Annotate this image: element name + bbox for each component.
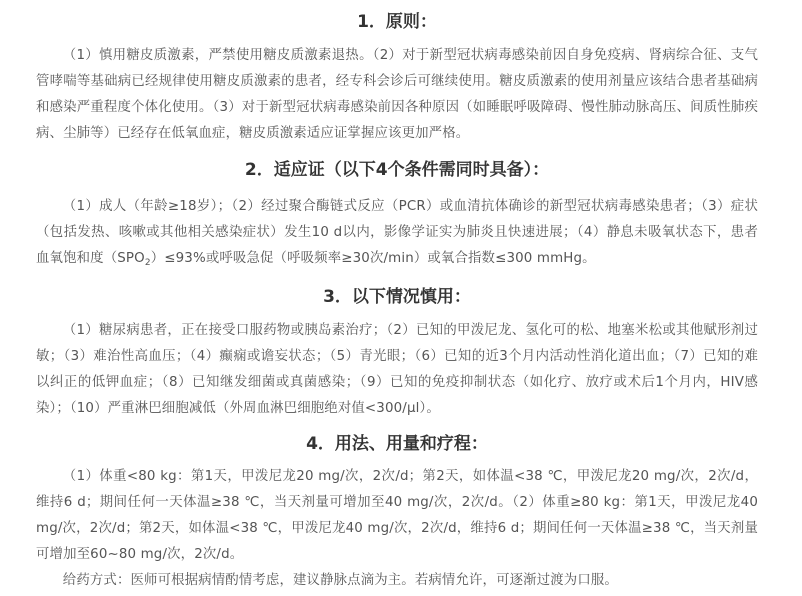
section-heading-cautions: 3．以下情况慎用： <box>323 287 471 307</box>
section-paragraph-indications <box>36 194 758 272</box>
indications-text-part1: （1）成人（年龄≥18岁）；（2）经过聚合酶链式反应（PCR）或血清抗体确诊的新型冠状病毒感染患者；（3）症状（包括发热、咳嗽或其他相关感染症状）发生10 d以内，影像学证实为肺炎且快速进展；（4）静息未吸氧状态下，患者血氧饱和度（SPO <box>36 199 758 266</box>
subscript-2: 2 <box>144 258 151 268</box>
section-paragraph-principles: （1）慎用糖皮质激素，严禁使用糖皮质激素退热。（2）对于新型冠状病毒感染前因自身免疫病、肾病综合征、支气管哮喘等基础病已经规律使用糖皮质激素的患者，经专科会诊后可继续使用。糖皮质激素的使用剂量应该结合患者基础病和感染严重程度个体化使用。（3）对于新型冠状病毒感染前因各种原因（如睡眠呼吸障碍、慢性肺动脉高压、间质性肺疾病、尘肺等）已经存在低氧血症，糖皮质激素适应证掌握应该更加严格。 <box>36 48 758 141</box>
section-heading-principles: 1．原则： <box>357 12 437 32</box>
section-paragraph-cautions: （1）糖尿病患者，正在接受口服药物或胰岛素治疗；（2）已知的甲泼尼龙、氢化可的松、地塞米松或其他赋形剂过敏；（3）难治性高血压；（4）癫痫或谵妄状态；（5）青光眼；（6）已知的近3个月内活动性消化道出血；（7）已知的难以纠正的低钾血症；（8）已知继发细菌或真菌感染；（9）已知的免疫抑制状态（如化疗、放疗或术后1个月内，HIV感染）；（10）严重淋巴细胞减低（外周血淋巴细胞绝对值<300/μl）。 <box>36 323 758 416</box>
section-heading-indications: 2．适应证（以下4个条件需同时具备）： <box>244 160 550 180</box>
section-heading-dosage: 4．用法、用量和疗程： <box>306 434 488 454</box>
section-paragraph-dosage: （1）体重<80 kg：第1天，甲泼尼龙20 mg/次，2次/d；第2天，如体温<38 ℃，甲泼尼龙20 mg/次，2次/d，维持6 d；期间任何一天体温≥38 ℃，当天剂量可增加至40 mg/次，2次/d。（2）体重≥80 kg：第1天，甲泼尼龙40 mg/次，2次/d；第2天，如体温<38 ℃，甲泼尼龙40 mg/次，2次/d，维持6 d；期间任何一天体温≥38 ℃，当天剂量可增加至60~80 mg/次，2次/d。 <box>36 469 758 562</box>
indications-text-part2: ）≤93%或呼吸急促（呼吸频率≥30次/min）或氧合指数≤300 mmHg。 <box>150 251 596 266</box>
administration-note: 给药方式：医师可根据病情酌情考虑，建议静脉点滴为主。若病情允许，可逐渐过渡为口服。 <box>62 573 618 588</box>
